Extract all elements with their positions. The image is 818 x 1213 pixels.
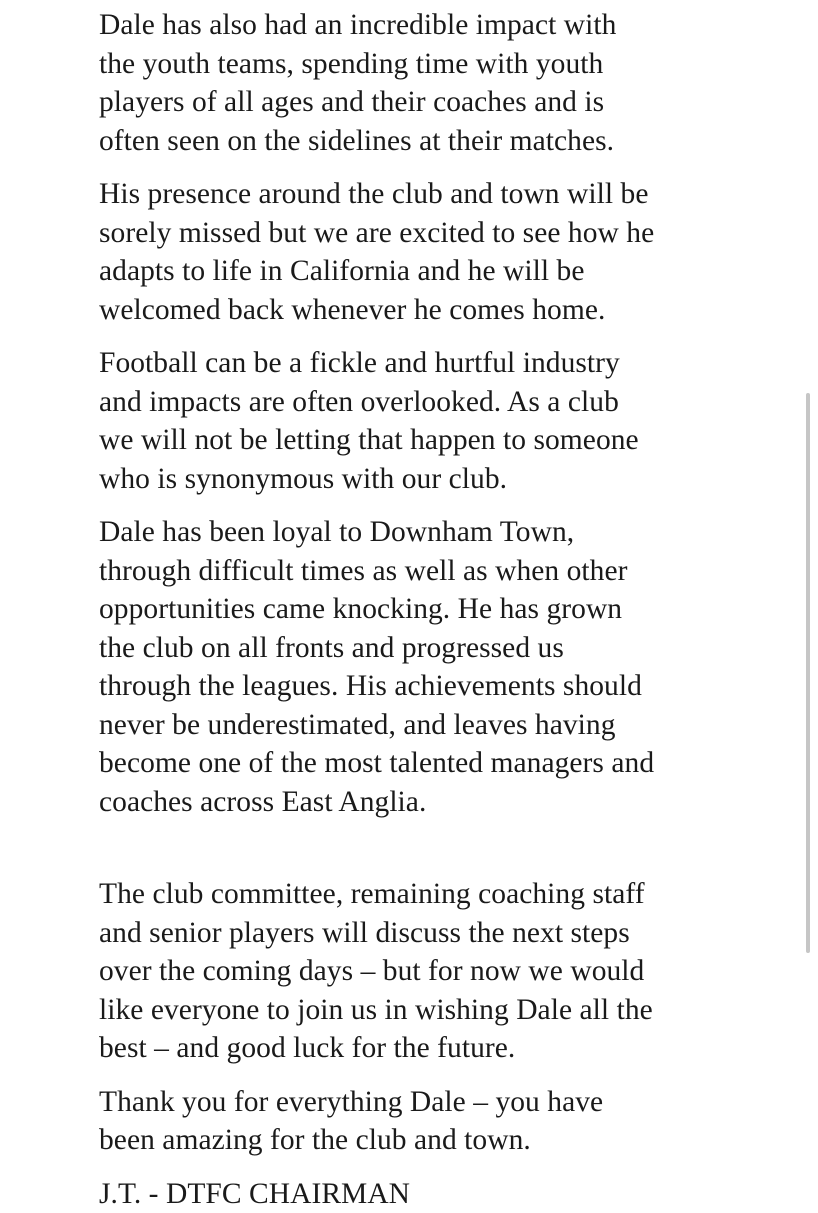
paragraph-next-steps <box>99 875 799 1068</box>
text-line: Dale has been loyal to Downham Town, <box>99 513 799 552</box>
text-line: best – and good luck for the future. <box>99 1029 799 1068</box>
text-line: through the leagues. His achievements should <box>99 667 799 706</box>
text-line: the club on all fronts and progressed us <box>99 629 799 668</box>
text-line: The club committee, remaining coaching staff <box>99 875 799 914</box>
text-line: become one of the most talented managers and <box>99 744 799 783</box>
text-line: been amazing for the club and town. <box>99 1121 799 1160</box>
text-line: sorely missed but we are excited to see how he <box>99 214 799 253</box>
text-line: Thank you for everything Dale – you have <box>99 1083 799 1122</box>
paragraph-loyalty <box>99 513 799 821</box>
text-line: like everyone to join us in wishing Dale all the <box>99 991 799 1030</box>
text-line: His presence around the club and town will be <box>99 175 799 214</box>
signature: J.T. - DTFC CHAIRMAN <box>99 1175 799 1213</box>
text-line: adapts to life in California and he will be <box>99 252 799 291</box>
text-line: the youth teams, spending time with youth <box>99 45 799 84</box>
text-line: we will not be letting that happen to someone <box>99 421 799 460</box>
text-line: Dale has also had an incredible impact with <box>99 6 799 45</box>
paragraph-youth-impact <box>99 6 799 160</box>
text-line: and senior players will discuss the next steps <box>99 914 799 953</box>
statement-document <box>99 6 799 1213</box>
text-line: and impacts are often overlooked. As a club <box>99 383 799 422</box>
text-line: who is synonymous with our club. <box>99 460 799 499</box>
text-line: often seen on the sidelines at their matches. <box>99 122 799 161</box>
paragraph-thank-you <box>99 1083 799 1160</box>
text-line: coaches across East Anglia. <box>99 783 799 822</box>
text-line: Football can be a fickle and hurtful industry <box>99 344 799 383</box>
text-line: never be underestimated, and leaves having <box>99 706 799 745</box>
text-line: players of all ages and their coaches and is <box>99 83 799 122</box>
text-line: welcomed back whenever he comes home. <box>99 291 799 330</box>
text-line: opportunities came knocking. He has grown <box>99 590 799 629</box>
paragraph-football-industry <box>99 344 799 498</box>
scrollbar-thumb[interactable] <box>806 393 810 953</box>
text-line: over the coming days – but for now we would <box>99 952 799 991</box>
text-line: through difficult times as well as when other <box>99 552 799 591</box>
paragraph-presence-missed <box>99 175 799 329</box>
